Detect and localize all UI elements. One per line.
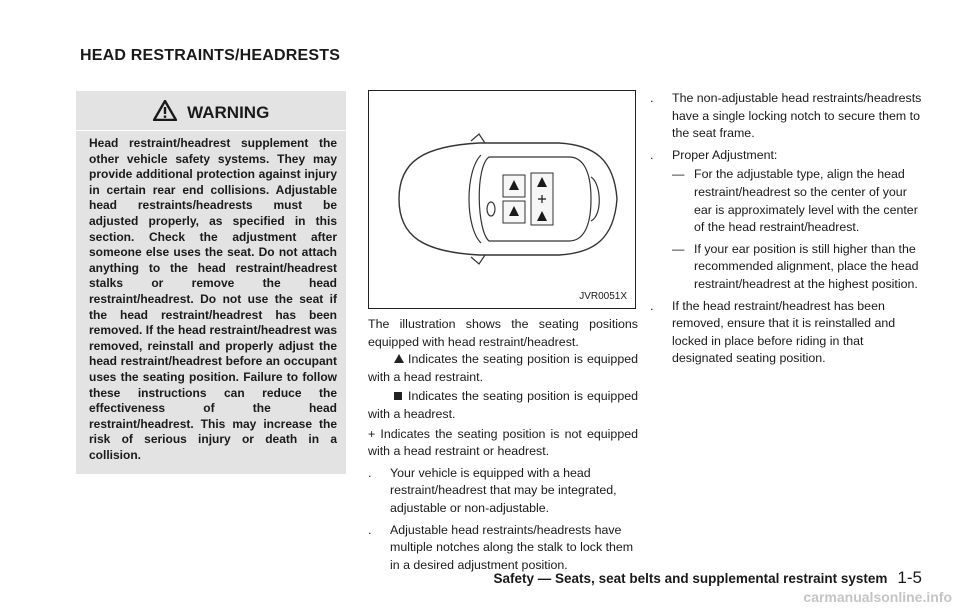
bullet-text: Your vehicle is equipped with a head restraint/headrest that may be integrated, adjustable or non-adjustable. bbox=[390, 465, 617, 515]
intro-paragraph: The illustration shows the seating positions equipped with head restraint/headrest. bbox=[368, 317, 638, 349]
list-item bbox=[650, 147, 922, 165]
sub-list-item bbox=[672, 241, 922, 294]
warning-box bbox=[76, 91, 346, 474]
bullet-text: If the head restraint/headrest has been removed, ensure that it is reinstalled and locked in place before riding in that designated seating position. bbox=[672, 298, 896, 366]
bullet-icon: . bbox=[650, 298, 654, 313]
list-item bbox=[368, 522, 638, 575]
seating-figure bbox=[368, 90, 636, 309]
legend-plus: + Indicates the seating position is not equipped with a head restraint or headrest. bbox=[368, 426, 638, 459]
legend-triangle bbox=[368, 351, 638, 386]
bullet-icon: . bbox=[368, 522, 372, 537]
page-footer bbox=[494, 568, 922, 588]
right-column bbox=[650, 90, 922, 368]
warning-header bbox=[76, 100, 346, 130]
list-item bbox=[650, 90, 922, 143]
sub-list bbox=[650, 166, 922, 293]
middle-column bbox=[368, 316, 638, 574]
bullet-text: Adjustable head restraints/headrests have multiple notches along the stalk to lock them in a desired adjustment position. bbox=[390, 522, 634, 572]
car-top-view-icon bbox=[369, 91, 635, 308]
warning-title: WARNING bbox=[187, 103, 270, 122]
legend-square bbox=[368, 388, 638, 423]
sub-item-text: For the adjustable type, align the head restraint/headrest so the center of your ear is approximately level with the center of the head restraint/headrest. bbox=[694, 167, 918, 235]
sub-list-item bbox=[672, 166, 922, 236]
legend-triangle-text: Indicates the seating position is equipped with a head restraint. bbox=[368, 352, 638, 384]
bullet-icon: . bbox=[368, 465, 372, 480]
bullet-icon: . bbox=[650, 147, 654, 162]
triangle-marker-icon bbox=[394, 354, 404, 363]
warning-triangle-icon bbox=[153, 100, 177, 126]
watermark: carmanualsonline.info bbox=[803, 589, 952, 605]
footer-text: Safety — Seats, seat belts and supplemental restraint system bbox=[493, 571, 888, 586]
warning-divider bbox=[76, 130, 346, 131]
sub-item-text: If your ear position is still higher than the recommended alignment, place the head restraint/headrest at the highest position. bbox=[694, 241, 919, 291]
section-title: HEAD RESTRAINTS/HEADRESTS bbox=[80, 47, 341, 64]
list-item bbox=[368, 465, 638, 518]
bullet-icon: . bbox=[650, 91, 654, 105]
page-number: 1-5 bbox=[897, 568, 922, 587]
square-marker-icon bbox=[394, 392, 402, 400]
list-item bbox=[650, 298, 922, 368]
figure-code: JVR0051X bbox=[579, 291, 627, 302]
bullet-text: Proper Adjustment: bbox=[672, 147, 778, 162]
dash-icon: — bbox=[672, 241, 685, 256]
dash-icon: — bbox=[672, 167, 685, 182]
bullet-text: The non-adjustable head restraints/headrests have a single locking notch to secure them to the seat frame. bbox=[672, 91, 922, 141]
legend-square-text: Indicates the seating position is equipped with a headrest. bbox=[368, 389, 638, 421]
warning-body: Head restraint/headrest supplement the other vehicle safety systems. They may provide additional protection against injury in certain rear end collisions. Adjustable head restraints/headrests must be adjusted properly, as specified in this section. Check the adjustment after someone else uses the seat. Do not attach anything to the head restraint/headrest stalks or remove the head restraint/headrest. Do not use the seat if the head restraint/headrest has been removed. If the head restraint/headrest was removed, reinstall and properly adjust the head restraint/headrest before an occupant uses the seating position. Failure to follow these instructions can reduce the effectiveness of the head restraint/headrest. This may increase the risk of serious injury or death in a collision. bbox=[89, 136, 337, 462]
